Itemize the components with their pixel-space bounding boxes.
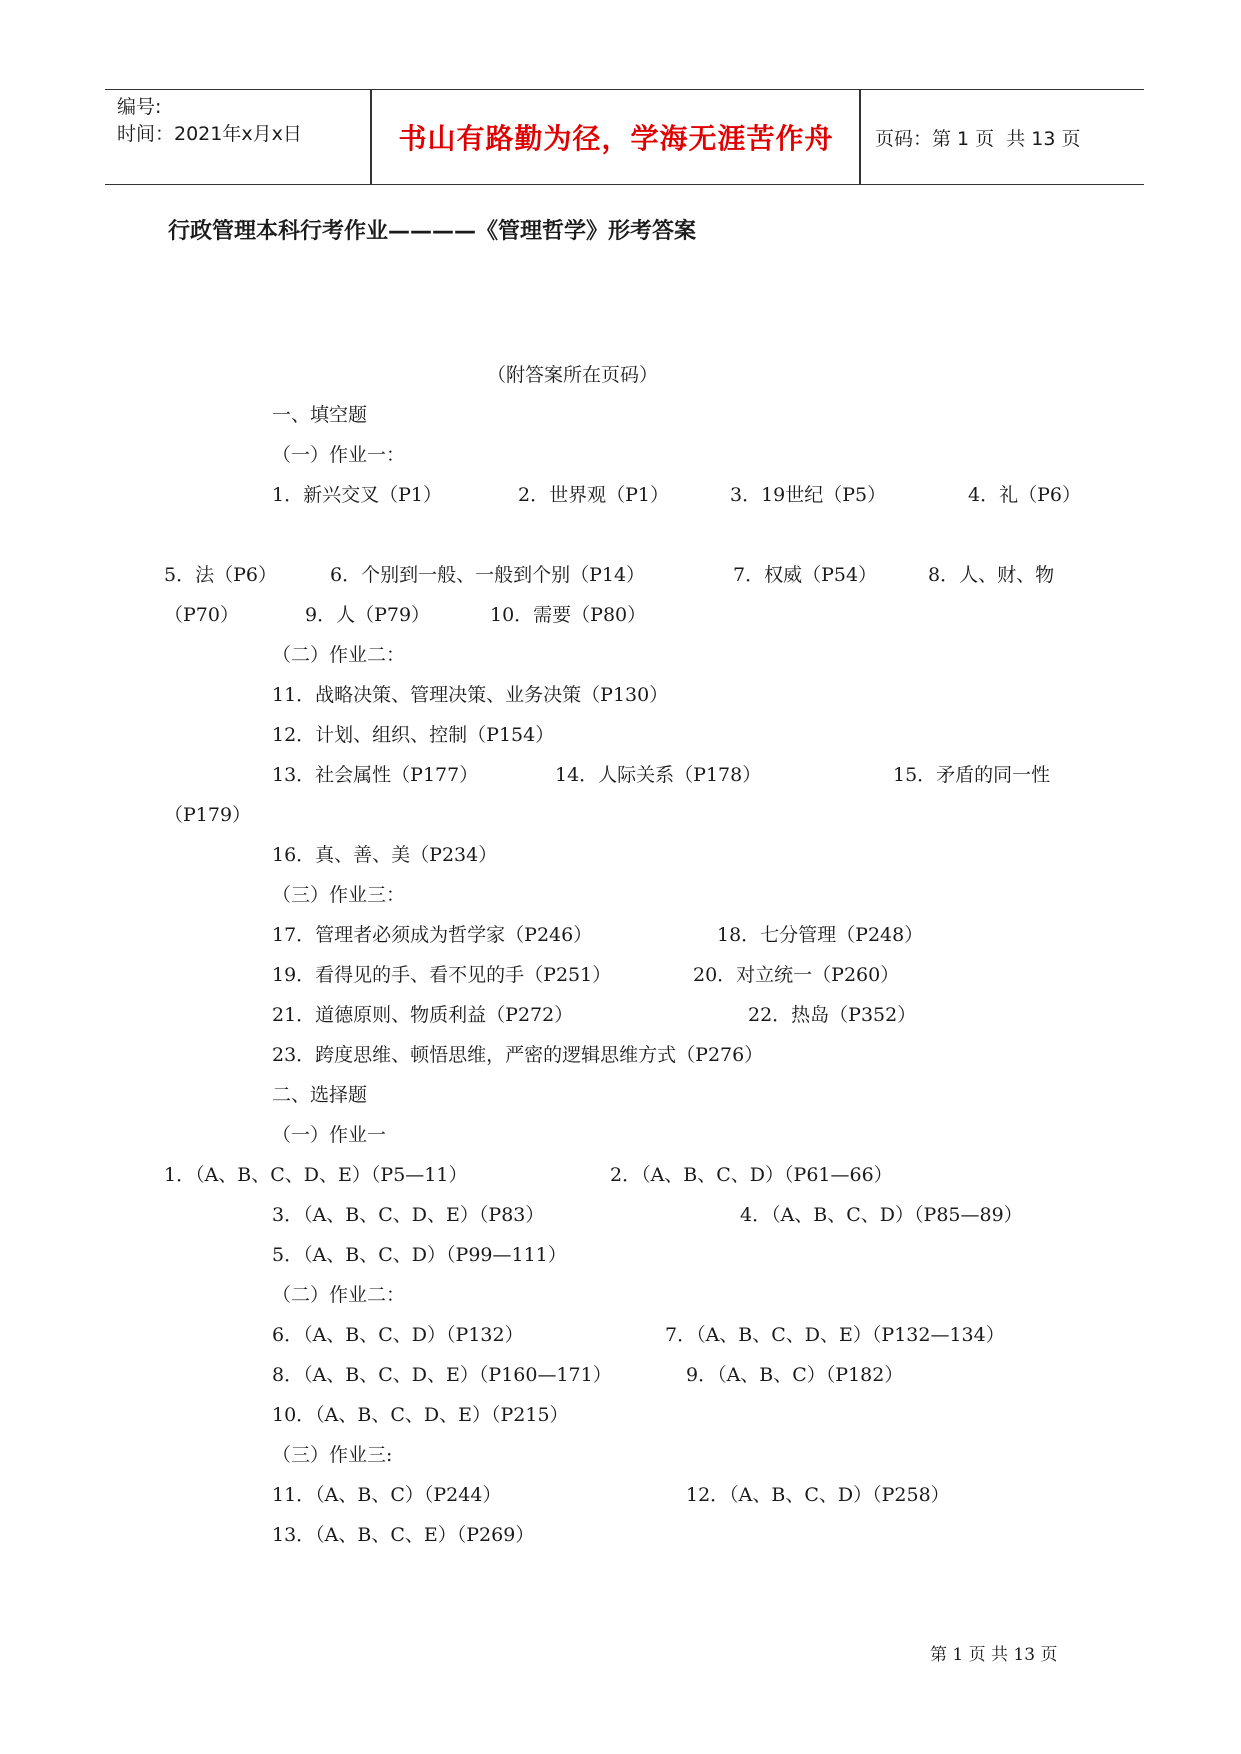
homework-heading: （一）作业一 [272,1124,387,1146]
choice-item: 13．（A、B、C、E）（P269） [272,1524,535,1546]
answer-item: 14．人际关系（P178） [555,764,762,786]
answer-item: 21．道德原则、物质利益（P272） [272,1004,574,1026]
answer-item: 3．19世纪（P5） [730,484,887,506]
choice-item: 4．（A、B、C、D）（P85—89） [740,1204,1023,1226]
choice-item: 11．（A、B、C）（P244） [272,1484,502,1506]
header-divider [370,90,372,184]
header-motto: 书山有路勤为径，学海无涯苦作舟 [398,122,834,155]
answer-item: 4．礼（P6） [968,484,1081,506]
answer-item-page: （P70） [164,604,239,626]
header-meta [117,94,367,148]
answer-item: 5．法（P6） [164,564,277,586]
answer-item: 11．战略决策、管理决策、业务决策（P130） [272,684,669,706]
choice-item: 5．（A、B、C、D）（P99—111） [272,1244,567,1266]
answer-item: 15．矛盾的同一性 [893,764,1051,786]
answer-item: 20．对立统一（P260） [693,964,900,986]
choice-item: 8．（A、B、C、D、E）（P160—171） [272,1364,612,1386]
page-footer: 第 1 页 共 13 页 [930,1645,1058,1665]
section-heading: 二、选择题 [272,1084,368,1106]
choice-item: 7．（A、B、C、D、E）（P132—134） [665,1324,1005,1346]
answer-item: 22．热岛（P352） [748,1004,917,1026]
answer-item: 2．世界观（P1） [518,484,669,506]
homework-heading: （二）作业二： [272,644,406,666]
homework-heading: （三）作业三: [272,1444,393,1466]
answer-item: 10．需要（P80） [490,604,647,626]
homework-heading: （一）作业一： [272,444,406,466]
answer-item: 12．计划、组织、控制（P154） [272,724,555,746]
choice-item: 3．（A、B、C、D、E）（P83） [272,1204,545,1226]
choice-item: 9．（A、B、C）（P182） [686,1364,904,1386]
answer-item: 19．看得见的手、看不见的手（P251） [272,964,612,986]
answer-item: 23．跨度思维、顿悟思维，严密的逻辑思维方式（P276） [272,1044,764,1066]
choice-item: 10．（A、B、C、D、E）（P215） [272,1404,569,1426]
homework-heading: （三）作业三： [272,884,406,906]
answer-item: 9．人（P79） [305,604,431,626]
answer-item: 16．真、善、美（P234） [272,844,498,866]
choice-item: 1．（A、B、C、D、E）（P5—11） [164,1164,468,1186]
answer-item: 17．管理者必须成为哲学家（P246） [272,924,593,946]
answer-item: 13．社会属性（P177） [272,764,479,786]
choice-item: 12．（A、B、C、D）（P258） [686,1484,950,1506]
document-title: 行政管理本科行考作业————《管理哲学》形考答案 [168,219,697,244]
choice-item: 6．（A、B、C、D）（P132） [272,1324,524,1346]
answer-item: 1．新兴交叉（P1） [272,484,442,506]
document-time-label: 时间：2021年x月x日 [117,123,302,145]
answer-item: 7．权威（P54） [733,564,878,586]
document-header [105,89,1144,185]
answer-item: 18．七分管理（P248） [717,924,924,946]
header-divider [859,90,861,184]
section-heading: 一、填空题 [272,404,368,426]
subtitle: （附答案所在页码） [487,364,659,386]
document-number-label: 编号: [117,96,162,118]
header-page-number: 页码：第 1 页 共 13 页 [875,127,1081,150]
answer-item-page: （P179） [164,804,252,826]
answer-item: 6．个别到一般、一般到个别（P14） [330,564,646,586]
homework-heading: （二）作业二： [272,1284,406,1306]
answer-item: 8．人、财、物 [928,564,1055,586]
choice-item: 2．（A、B、C、D）（P61—66） [610,1164,893,1186]
